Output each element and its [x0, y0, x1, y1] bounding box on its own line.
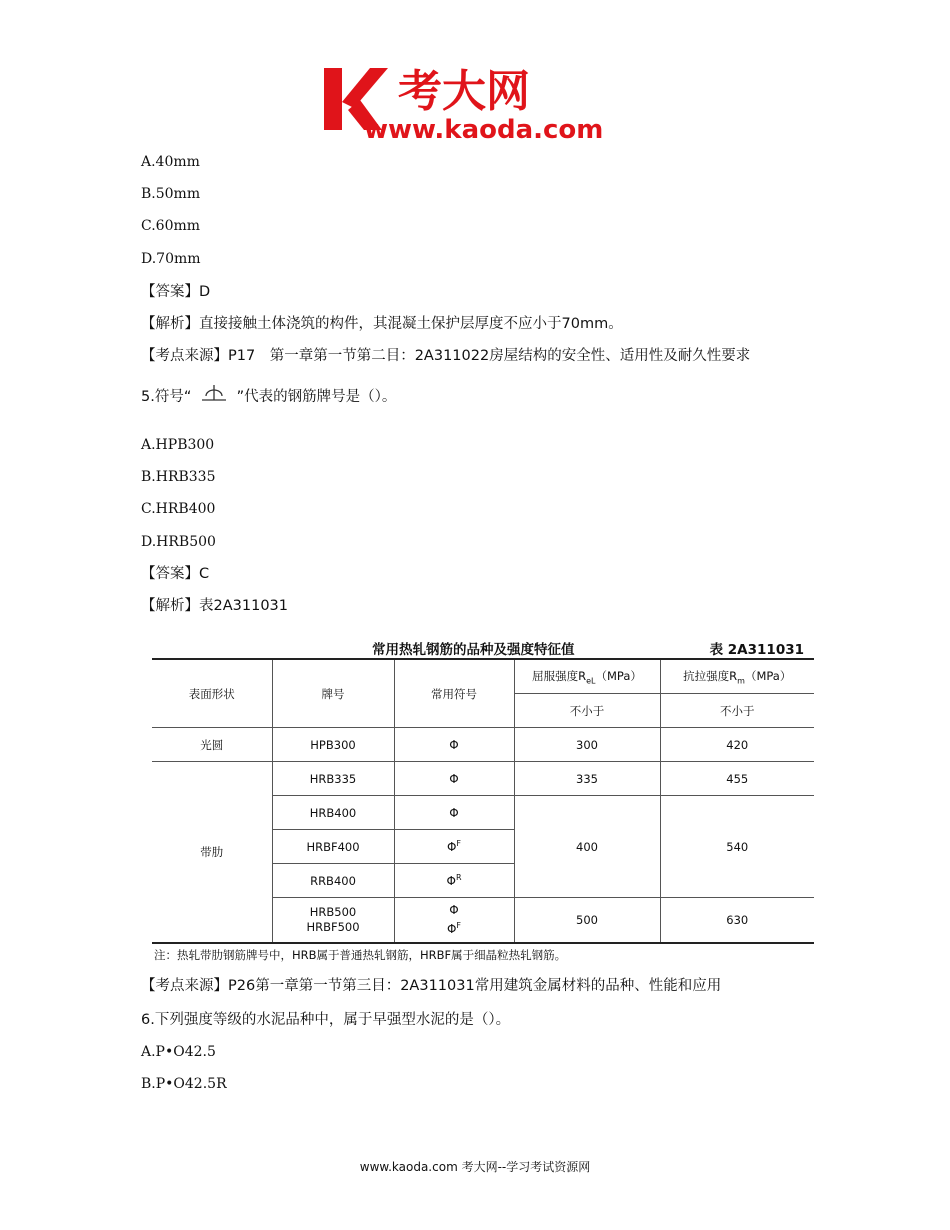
symbol-cell: Φ $\Phi^F$	[394, 898, 514, 944]
header-grade: 牌号	[272, 659, 394, 728]
analysis-q4: 【解析】直接接触土体浇筑的构件，其混凝土保护层厚度不应小于70mm。	[141, 316, 623, 332]
grade-cell: HRBF400	[272, 830, 394, 864]
grade-cell: HPB300	[272, 728, 394, 762]
shape-smooth: 光圆	[152, 728, 272, 762]
option-c-q4: C.60mm	[141, 218, 201, 234]
shape-ribbed: 带肋	[152, 762, 272, 944]
answer-q4: 【答案】D	[141, 284, 211, 300]
symbol-cell: Φ	[394, 796, 514, 830]
tensile-cell: 630	[660, 898, 814, 944]
yield-cell: 335	[514, 762, 660, 796]
option-a-q6: A.P•O42.5	[141, 1044, 216, 1060]
table-header-row	[152, 659, 814, 694]
logo-cn-text: 考大网	[398, 66, 530, 117]
grade-cell: RRB400	[272, 864, 394, 898]
option-d-q5: D.HRB500	[141, 534, 216, 550]
table-body	[152, 658, 814, 944]
question-5-suffix: ”代表的钢筋牌号是（）。	[236, 389, 397, 405]
analysis-q5: 【解析】表2A311031	[141, 598, 288, 614]
yield-cell: 300	[514, 728, 660, 762]
question-5	[141, 384, 396, 407]
symbol-cell: $\Phi^R$	[394, 864, 514, 898]
source-q4: 【考点来源】P17 第一章第一节第二目：2A311022房屋结构的安全性、适用性及耐久性要求	[141, 348, 751, 364]
source-q5: 【考点来源】P26第一章第一节第三目：2A311031常用建筑金属材料的品种、性能和应用	[141, 978, 722, 994]
yield-cell: 500	[514, 898, 660, 944]
header-tensile: 抗拉强度$R_m(MPa)$	[660, 659, 814, 694]
option-b-q5: B.HRB335	[141, 469, 216, 485]
grade-cell: HRB400	[272, 796, 394, 830]
table-row	[152, 762, 814, 796]
header-yield: 屈服强度$R_{eL}(MPa)$	[514, 659, 660, 694]
rebar-strength-table	[152, 636, 814, 963]
option-d-q4: D.70mm	[141, 251, 201, 267]
kaoda-logo	[322, 60, 642, 144]
option-b-q6: B.P•O42.5R	[141, 1076, 227, 1092]
symbol-cell: Φ	[394, 728, 514, 762]
table-title: 常用热轧钢筋的品种及强度特征值	[372, 642, 575, 658]
question-6: 6.下列强度等级的水泥品种中，属于早强型水泥的是（）。	[141, 1012, 511, 1028]
table-row	[152, 728, 814, 762]
option-b-q4: B.50mm	[141, 186, 201, 202]
tensile-cell: 420	[660, 728, 814, 762]
answer-q5: 【答案】C	[141, 566, 210, 582]
tensile-cell: 540	[660, 796, 814, 898]
page-footer: www.kaoda.com 考大网--学习考试资源网	[359, 1160, 591, 1174]
header-tensile-min: 不小于	[660, 694, 814, 728]
option-a-q4: A.40mm	[141, 154, 200, 170]
header-shape: 表面形状	[152, 659, 272, 728]
grade-cell: HRB335	[272, 762, 394, 796]
logo-url-text: www.kaoda.com	[364, 115, 604, 144]
table-number: 表 2A311031	[709, 642, 804, 658]
symbol-cell: Φ	[394, 762, 514, 796]
option-a-q5: A.HPB300	[141, 437, 215, 453]
rebar-grade-symbol-icon	[196, 384, 232, 404]
grade-cell: HRB500 HRBF500	[272, 898, 394, 944]
table-caption	[152, 636, 814, 658]
header-yield-min: 不小于	[514, 694, 660, 728]
option-c-q5: C.HRB400	[141, 501, 216, 517]
question-5-prefix: 5.符号“	[141, 389, 192, 405]
header-symbol: 常用符号	[394, 659, 514, 728]
tensile-cell: 455	[660, 762, 814, 796]
table-note: 注：热轧带肋钢筋牌号中，HRB属于普通热轧钢筋，HRBF属于细晶粒热轧钢筋。	[154, 948, 567, 962]
yield-cell: 400	[514, 796, 660, 898]
symbol-cell: $\Phi^F$	[394, 830, 514, 864]
